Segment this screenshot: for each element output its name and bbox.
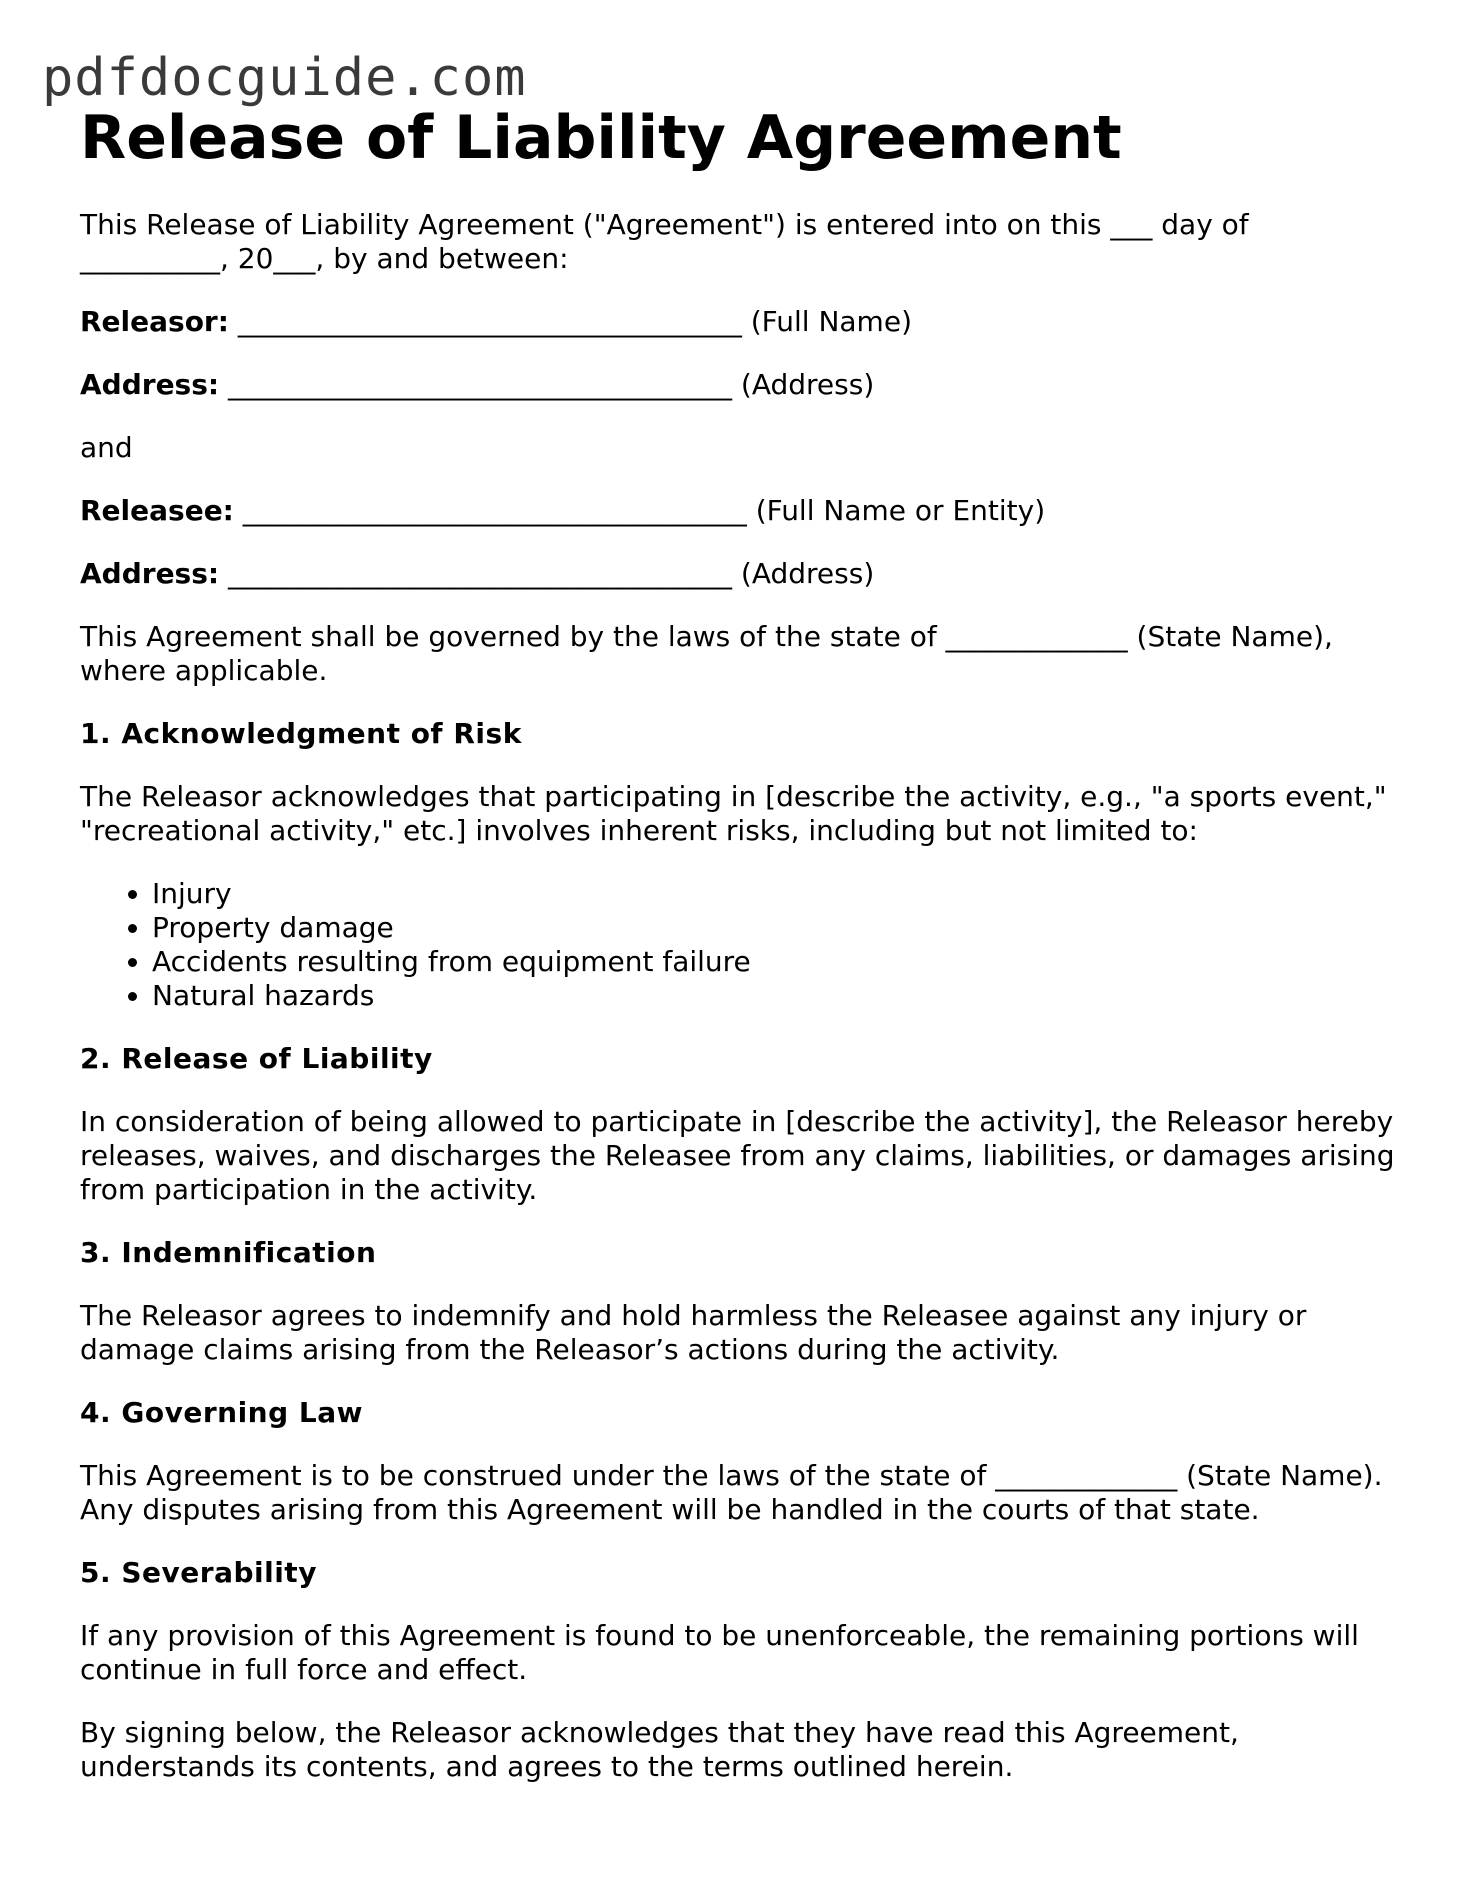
releasee-label: Releasee: bbox=[80, 494, 234, 527]
section-heading-governing-law: 4. Governing Law bbox=[80, 1396, 363, 1429]
list-item: • Injury bbox=[152, 877, 1400, 911]
document-title: Release of Liability Agreement bbox=[80, 103, 1122, 173]
section-heading-release: 2. Release of Liability bbox=[80, 1042, 433, 1075]
section-heading-severability: 5. Severability bbox=[80, 1556, 317, 1589]
releasor-line bbox=[80, 305, 1400, 339]
section-heading-risk: 1. Acknowledgment of Risk bbox=[80, 717, 522, 750]
releasee-address-label: Address: bbox=[80, 557, 220, 590]
document-page bbox=[80, 102, 1400, 1813]
releasor-address-line bbox=[80, 368, 1400, 402]
watermark-logo: pdfdocguide.com bbox=[42, 48, 527, 108]
releasee-address-blank: ____________________________________ (Address) bbox=[219, 557, 875, 590]
releasor-blank: ____________________________________ (Full Name) bbox=[228, 305, 912, 338]
releasor-address-blank: ____________________________________ (Address) bbox=[219, 368, 875, 401]
releasor-label: Releasor: bbox=[80, 305, 229, 338]
closing-paragraph: By signing below, the Releasor acknowledges that they have read this Agreement, understands its contents, and agrees to the terms outlined herein. bbox=[80, 1716, 1239, 1783]
releasee-line bbox=[80, 494, 1400, 528]
section-body-governing-law: This Agreement is to be construed under the laws of the state of _____________ (State Name). Any disputes arising from this Agreement will be handled in the courts of that state. bbox=[80, 1459, 1383, 1526]
section-body-release: In consideration of being allowed to participate in [describe the activity], the Releasor hereby releases, waives, and discharges the Releasee from any claims, liabilities, or damages arising from participation in the activity. bbox=[80, 1105, 1395, 1206]
intro-paragraph: This Release of Liability Agreement ("Agreement") is entered into on this ___ day of __________, 20___, by and between: bbox=[80, 208, 1249, 275]
list-item: • Natural hazards bbox=[152, 979, 1400, 1013]
list-item: • Property damage bbox=[152, 911, 1400, 945]
governing-intro-paragraph: This Agreement shall be governed by the laws of the state of _____________ (State Name), where applicable. bbox=[80, 620, 1333, 687]
and-text: and bbox=[80, 431, 133, 464]
releasor-address-label: Address: bbox=[80, 368, 220, 401]
risk-list bbox=[80, 877, 1400, 1013]
section-body-indemnification: The Releasor agrees to indemnify and hold harmless the Releasee against any injury or damage claims arising from the Releasor’s actions during the activity. bbox=[80, 1299, 1307, 1366]
section-heading-indemnification: 3. Indemnification bbox=[80, 1236, 377, 1269]
section-body-severability: If any provision of this Agreement is found to be unenforceable, the remaining portions will continue in full force and effect. bbox=[80, 1619, 1359, 1686]
section-body-risk: The Releasor acknowledges that participating in [describe the activity, e.g., "a sports event," "recreational activity," etc.] involves inherent risks, including but not limited to: bbox=[80, 780, 1387, 847]
releasee-blank: ____________________________________ (Full Name or Entity) bbox=[233, 494, 1046, 527]
list-item: • Accidents resulting from equipment failure bbox=[152, 945, 1400, 979]
releasee-address-line bbox=[80, 557, 1400, 591]
